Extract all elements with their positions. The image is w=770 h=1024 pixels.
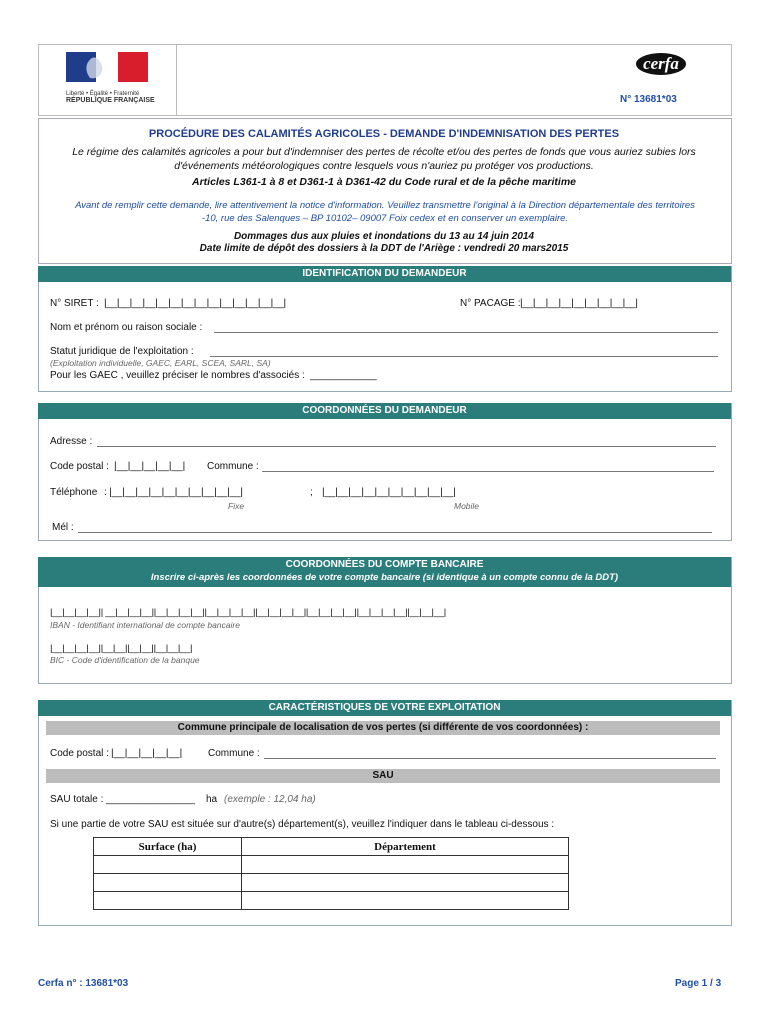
bic-input[interactable]: |__|__|__|__||__|__||__|__||__|__|__| bbox=[50, 643, 193, 654]
expl-postal-label: Code postal : bbox=[50, 748, 109, 759]
iban-label: IBAN - Identifiant international de compte bancaire bbox=[50, 620, 240, 630]
intro-notice: Avant de remplir cette demande, lire attentivement la notice d'information. Veuillez transmettre l'original à la Direction départementale des territoires -10, rue des Salenques – BP 10102– 09007 Foix cedex et en conserver un exemplaire. bbox=[75, 200, 695, 224]
name-input[interactable] bbox=[214, 332, 718, 333]
department-header: Département bbox=[242, 838, 569, 856]
status-hint: (Exploitation individuelle, GAEC, EARL, SCEA, SARL, SA) bbox=[50, 358, 271, 368]
phone-fixe-input[interactable]: : |__|__|__|__|__|__|__|__|__|__| bbox=[104, 487, 243, 498]
logo-line-2: RÉPUBLIQUE FRANÇAISE bbox=[66, 97, 155, 104]
coord-postal-label: Code postal : bbox=[50, 461, 109, 472]
exploitation-title: CARACTÉRISTIQUES DE VOTRE EXPLOITATION bbox=[38, 700, 731, 716]
status-label: Statut juridique de l'exploitation : bbox=[50, 346, 194, 357]
sau-bar: SAU bbox=[46, 769, 720, 783]
address-input[interactable] bbox=[97, 446, 716, 447]
coord-commune-input[interactable] bbox=[262, 471, 714, 472]
surface-cell[interactable] bbox=[94, 892, 242, 910]
intro-damages: Dommages dus aux pluies et inondations du 13 au 14 juin 2014 bbox=[233, 231, 535, 242]
table-row bbox=[94, 856, 569, 874]
gaec-input[interactable]: ____________ bbox=[310, 370, 377, 381]
phone-separator: ; bbox=[310, 487, 313, 498]
pacage-label: N° PACAGE : bbox=[460, 298, 521, 309]
address-label: Adresse : bbox=[50, 436, 93, 447]
expl-commune-label: Commune : bbox=[208, 748, 260, 759]
department-cell[interactable] bbox=[242, 856, 569, 874]
bic-label: BIC - Code d'identification de la banque bbox=[50, 655, 200, 665]
dept-question: Si une partie de votre SAU est située sur d'autre(s) département(s), veuillez l'indiquer dans le tableau ci-dessous : bbox=[50, 819, 555, 830]
bank-subtitle: Inscrire ci-après les coordonnées de votre compte bancaire (si identique à un compte connu de la DDT) bbox=[150, 572, 619, 583]
name-label: Nom et prénom ou raison sociale : bbox=[50, 322, 203, 333]
surface-cell[interactable] bbox=[94, 856, 242, 874]
expl-commune-input[interactable] bbox=[264, 758, 716, 759]
surface-header: Surface (ha) bbox=[94, 838, 242, 856]
sau-label: SAU totale : bbox=[50, 794, 104, 805]
coord-commune-label: Commune : bbox=[207, 461, 259, 472]
sau-input[interactable]: ________________ bbox=[106, 794, 195, 805]
intro-purpose: Le régime des calamités agricoles a pour but d'indemniser des pertes de récolte et/ou des pertes de fonds que vous auriez subies lors d'événements météorologiques contre lesquels vous n'auriez pu protéger vos productions. bbox=[72, 146, 696, 172]
expl-postal-input[interactable]: |__|__|__|__|__| bbox=[111, 748, 183, 759]
pacage-input[interactable]: |__|__|__|__|__|__|__|__|__| bbox=[520, 298, 638, 309]
cerfa-logo: cerfa bbox=[636, 53, 686, 75]
email-input[interactable] bbox=[78, 532, 712, 533]
intro-deadline: Date limite de dépôt des dossiers à la DDT de l'Ariège : vendredi 20 mars2015 bbox=[199, 243, 569, 254]
footer-cerfa-ref: Cerfa n° : 13681*03 bbox=[38, 978, 129, 989]
email-label: Mél : bbox=[52, 522, 74, 533]
gaec-label: Pour les GAEC , veuillez préciser le nombres d'associés : bbox=[50, 370, 305, 381]
bank-title: COORDONNÉES DU COMPTE BANCAIRE bbox=[285, 559, 484, 570]
marianne-icon bbox=[58, 50, 158, 86]
iban-input[interactable]: |__|__|__|__|| __|__|__|__||__|__|__|__||__|__|__|__||__|__|__|__||__|__|__|__||__|__|__|__||__|__|__| bbox=[50, 607, 446, 618]
intro-title: PROCÉDURE DES CALAMITÉS AGRICOLES - DEMANDE D'INDEMNISATION DES PERTES bbox=[148, 128, 620, 140]
surface-cell[interactable] bbox=[94, 874, 242, 892]
department-table bbox=[93, 837, 569, 910]
siret-label: N° SIRET : bbox=[50, 298, 99, 309]
sau-unit: ha bbox=[206, 794, 218, 805]
fixe-label: Fixe bbox=[228, 501, 245, 511]
identification-title: IDENTIFICATION DU DEMANDEUR bbox=[38, 266, 731, 282]
table-row bbox=[94, 874, 569, 892]
phone-label: Téléphone bbox=[50, 487, 98, 498]
footer-page: Page 1 / 3 bbox=[675, 978, 722, 989]
table-row bbox=[94, 892, 569, 910]
commune-bar: Commune principale de localisation de vos pertes (si différente de vos coordonnées) : bbox=[46, 721, 720, 735]
sau-example: (exemple : 12,04 ha) bbox=[224, 794, 316, 805]
department-cell[interactable] bbox=[242, 892, 569, 910]
status-input[interactable] bbox=[210, 356, 718, 357]
cerfa-number: N° 13681*03 bbox=[620, 94, 677, 105]
header-divider bbox=[176, 44, 177, 115]
phone-mobile-input[interactable]: |__|__|__|__|__|__|__|__|__|__| bbox=[322, 487, 456, 498]
siret-input[interactable]: |__|__|__|__|__|__|__|__|__|__|__|__|__|__| bbox=[104, 298, 286, 309]
coord-postal-input[interactable]: |__|__|__|__|__| bbox=[114, 461, 186, 472]
coordinates-section bbox=[38, 403, 732, 541]
marianne-logo bbox=[58, 50, 158, 108]
department-cell[interactable] bbox=[242, 874, 569, 892]
mobile-label: Mobile bbox=[454, 501, 480, 511]
logo-line-1: Liberté • Égalité • Fraternité bbox=[66, 91, 140, 97]
intro-articles: Articles L361-1 à 8 et D361-1 à D361-42 du Code rural et de la pêche maritime bbox=[192, 176, 576, 188]
table-header-row bbox=[94, 838, 569, 856]
coordinates-title: COORDONNÉES DU DEMANDEUR bbox=[38, 403, 731, 419]
